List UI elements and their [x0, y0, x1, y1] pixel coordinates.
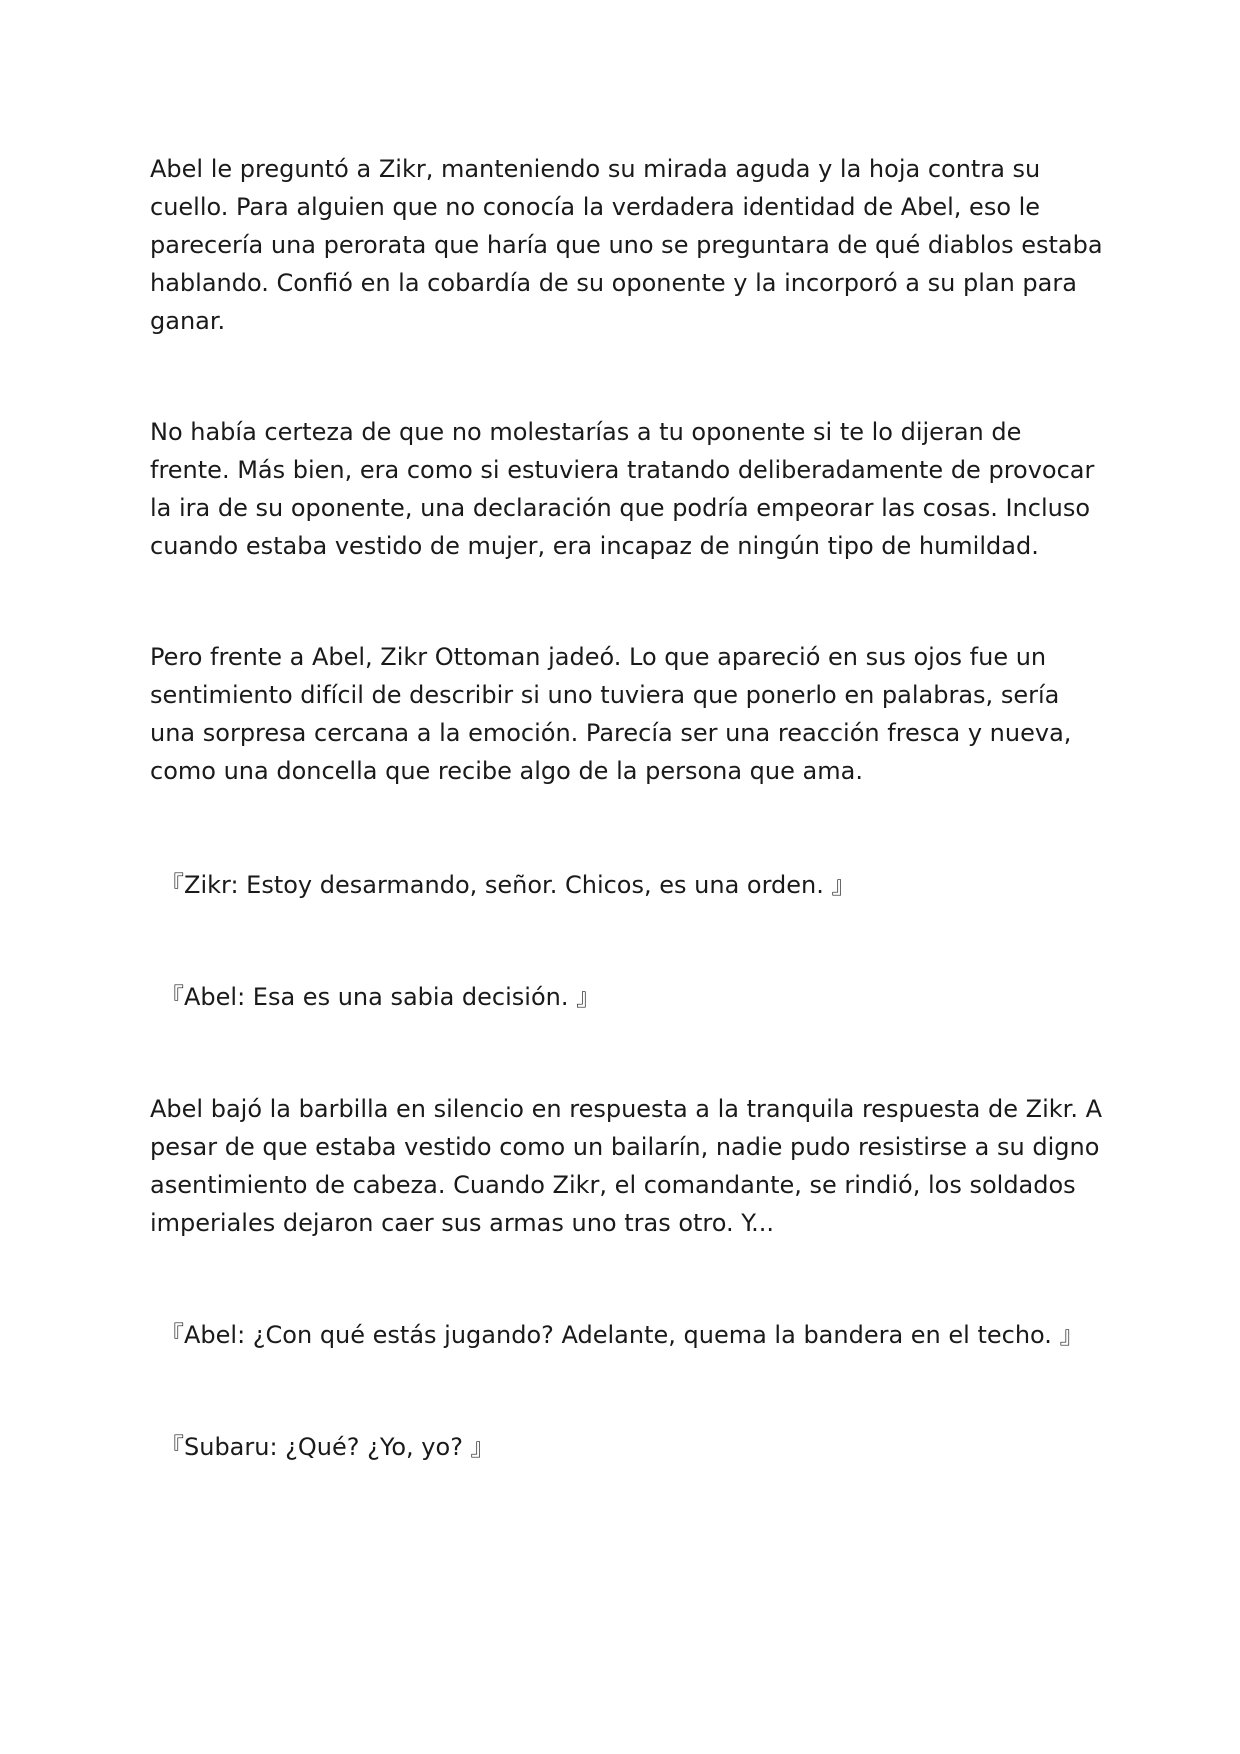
text-line: cuando estaba vestido de mujer, era incapaz de ningún tipo de humildad. [150, 532, 1039, 560]
text-line: cuello. Para alguien que no conocía la verdadera identidad de Abel, eso le [150, 193, 1041, 221]
paragraph-2 [150, 413, 1095, 565]
text-line: una sorpresa cercana a la emoción. Parecía ser una reacción fresca y nueva, [150, 719, 1072, 747]
text-line: Abel bajó la barbilla en silencio en respuesta a la tranquila respuesta de Zikr. A [150, 1095, 1102, 1123]
dialogue-subaru: 『Subaru: ¿Qué? ¿Yo, yo? 』 [160, 1433, 495, 1461]
paragraph-3 [150, 638, 1090, 790]
dialogue-zikr: 『Zikr: Estoy desarmando, señor. Chicos, es una orden. 』 [160, 871, 856, 899]
text-line: asentimiento de cabeza. Cuando Zikr, el comandante, se rindió, los soldados [150, 1171, 1076, 1199]
paragraph-4 [150, 1090, 1102, 1242]
dialogue-abel-2: 『Abel: ¿Con qué estás jugando? Adelante, quema la bandera en el techo. 』 [160, 1321, 1084, 1349]
text-line: frente. Más bien, era como si estuviera tratando deliberadamente de provocar [150, 456, 1095, 484]
paragraph-1 [150, 150, 1103, 340]
text-line: parecería una perorata que haría que uno se preguntara de qué diablos estaba [150, 231, 1103, 259]
text-line: No había certeza de que no molestarías a tu oponente si te lo dijeran de [150, 418, 1022, 446]
dialogue-abel: 『Abel: Esa es una sabia decisión. 』 [160, 983, 601, 1011]
text-line: ganar. [150, 307, 226, 335]
text-line: hablando. Confió en la cobardía de su oponente y la incorporó a su plan para [150, 269, 1077, 297]
text-line: como una doncella que recibe algo de la persona que ama. [150, 757, 863, 785]
text-line: imperiales dejaron caer sus armas uno tras otro. Y... [150, 1209, 774, 1237]
text-line: Pero frente a Abel, Zikr Ottoman jadeó. Lo que apareció en sus ojos fue un [150, 643, 1047, 671]
text-line: sentimiento difícil de describir si uno tuviera que ponerlo en palabras, sería [150, 681, 1060, 709]
text-line: pesar de que estaba vestido como un bailarín, nadie pudo resistirse a su digno [150, 1133, 1100, 1161]
text-line: la ira de su oponente, una declaración que podría empeorar las cosas. Incluso [150, 494, 1091, 522]
text-line: Abel le preguntó a Zikr, manteniendo su mirada aguda y la hoja contra su [150, 155, 1041, 183]
